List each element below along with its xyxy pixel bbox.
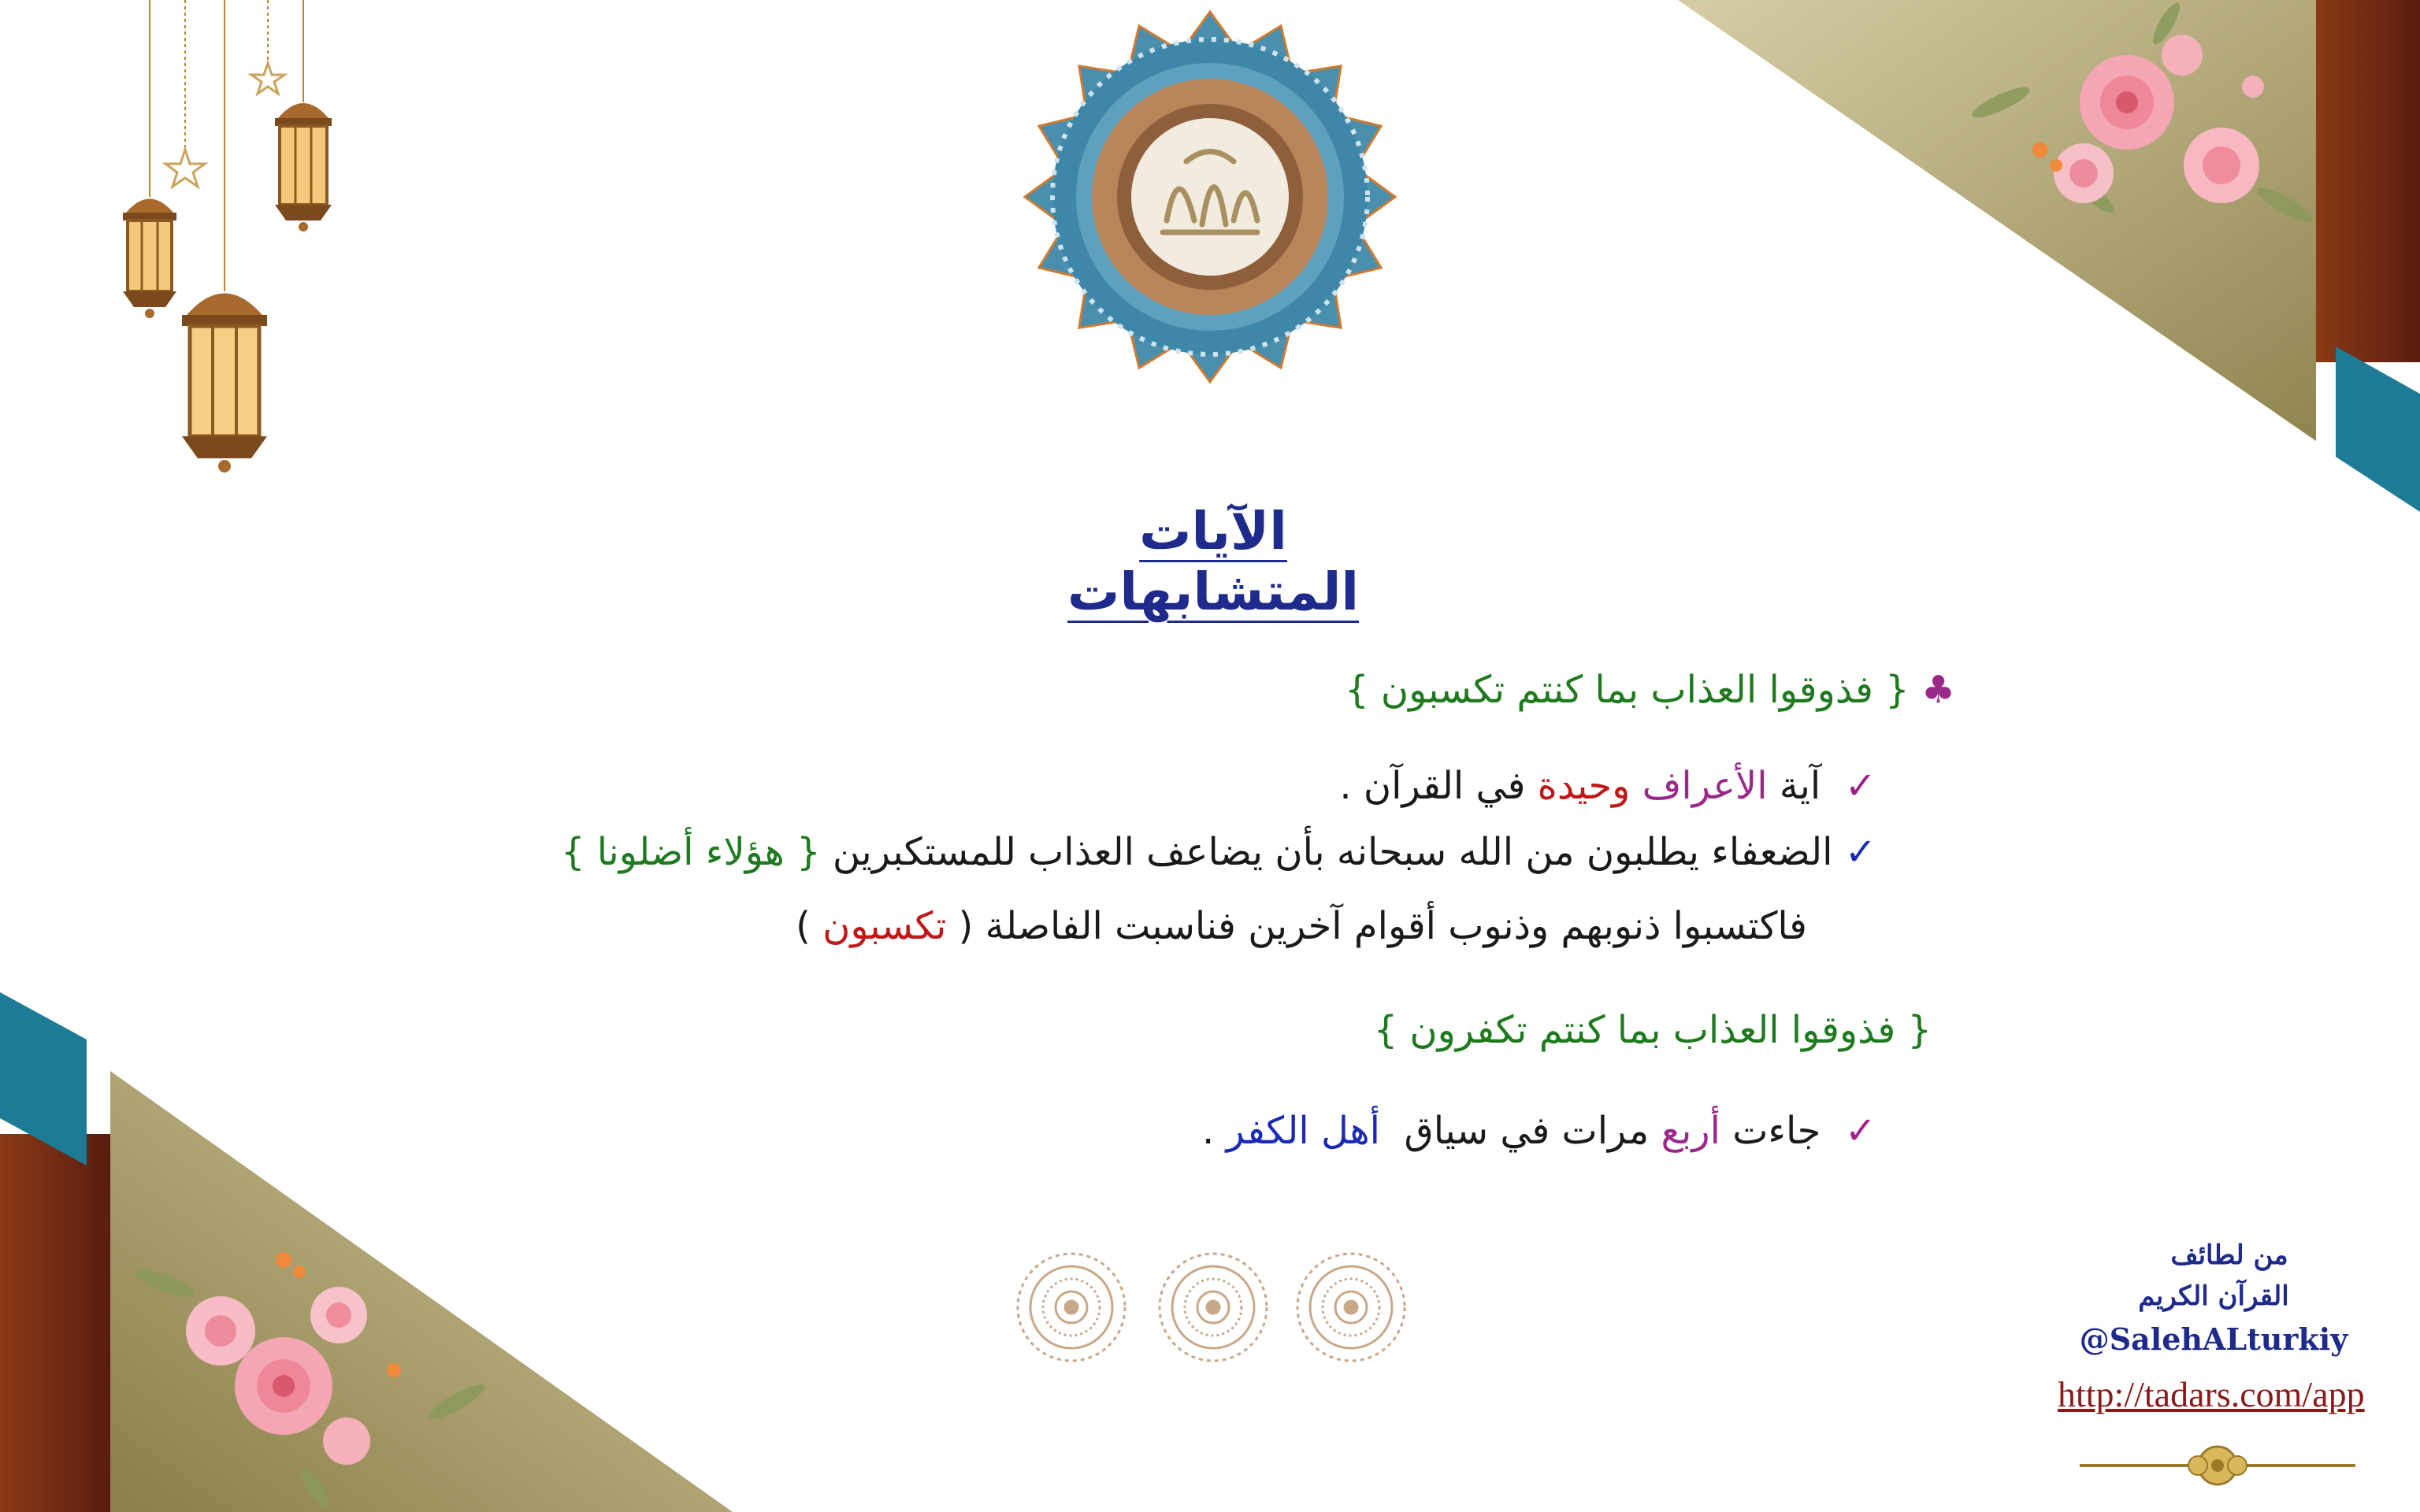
teal-tab-top-right (2336, 346, 2420, 512)
social-handle: @SalehALturkiy (2079, 1321, 2348, 1357)
point-3-context: أهل الكفر (1226, 1109, 1380, 1153)
verse-2-text: { فذوقوا العذاب بما كنتم تكفرون } (1373, 1008, 1932, 1052)
point-3-end: . (1201, 1109, 1215, 1153)
verse-1-text: { فذوقوا العذاب بما كنتم تكسبون } (1345, 668, 1910, 712)
point-1-part-1: آية (1779, 764, 1821, 808)
checkmark-icon: ✓ (1844, 764, 1876, 808)
quran-medallion-icon (1021, 8, 1399, 386)
mandala-rosette-icon (1016, 1244, 1410, 1370)
hanging-lantern-icon (102, 0, 354, 488)
floral-bouquet-icon (126, 1228, 488, 1512)
page-title: الآيات المتشابهات (1067, 501, 1359, 622)
app-link[interactable]: http://tadars.com/app (2058, 1374, 2365, 1414)
point-2-line2-part-3: ) (796, 904, 811, 948)
point-1-surah: الأعراف (1642, 764, 1768, 808)
point-2-continuation (796, 904, 1807, 948)
verse-line-2 (1374, 1008, 1932, 1052)
point-1-unique: وحيدة (1537, 764, 1631, 808)
club-bullet-icon: ♣ (1921, 668, 1955, 712)
point-3 (1202, 1109, 1876, 1153)
floral-bouquet-icon (1954, 0, 2316, 268)
checkmark-icon: ✓ (1844, 1109, 1876, 1153)
point-3-part-1: جاءت (1732, 1109, 1821, 1153)
credit-line-2: القرآن الكريم (2138, 1280, 2289, 1312)
point-2-part-1: الضعفاء يطلبون من الله سبحانه بأن يضاعف العذاب للمستكبرين (832, 830, 1833, 874)
credit-line-1: من لطائف (2170, 1240, 2288, 1271)
point-2-keyword: تكسبون (822, 904, 947, 948)
checkmark-icon: ✓ (1844, 830, 1876, 874)
maroon-strip-top-right (2316, 0, 2420, 362)
point-1 (1339, 764, 1876, 808)
point-2-quote: { هؤلاء أضلونا } (560, 830, 821, 874)
point-2 (561, 830, 1876, 874)
point-3-count: أربع (1661, 1109, 1720, 1153)
verse-line-1 (1345, 668, 1955, 712)
ornament-divider-icon (2080, 1438, 2355, 1493)
point-1-part-4: في القرآن . (1339, 764, 1526, 808)
maroon-strip-bottom-left (0, 1134, 110, 1512)
point-2-line2-part-1: فاكتسبوا ذنوبهم وذنوب أقوام آخرين فناسبت الفاصلة ( (958, 904, 1807, 948)
point-3-part-3: مرات في سياق (1404, 1109, 1650, 1153)
